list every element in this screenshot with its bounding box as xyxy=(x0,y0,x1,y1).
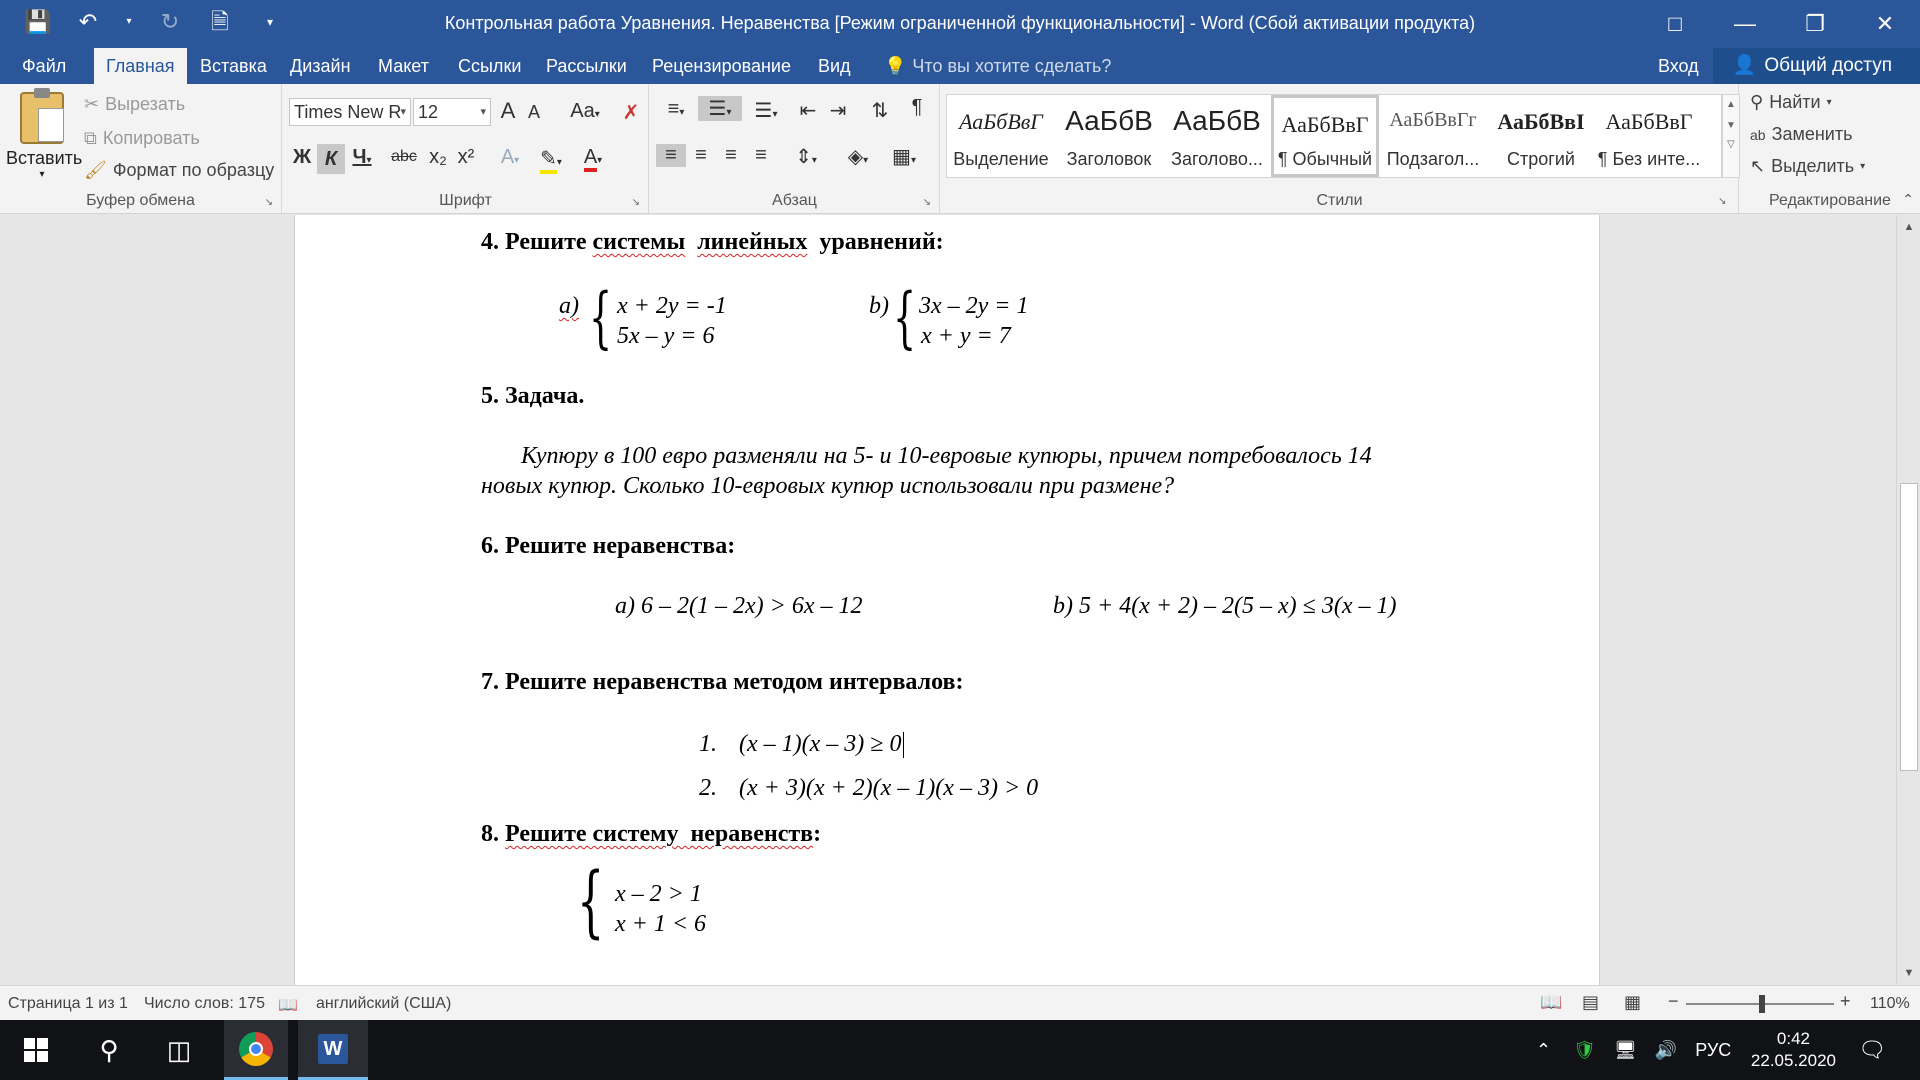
task4-heading-part: 4. Решите xyxy=(481,229,593,255)
task8-heading-part: 8. xyxy=(481,821,505,847)
scrollbar-thumb[interactable] xyxy=(1900,483,1918,771)
style-name: Подзагол... xyxy=(1386,149,1480,169)
styles-gallery xyxy=(946,94,1722,178)
lightbulb-icon: 💡 xyxy=(884,56,907,76)
cursor-icon: ↖ xyxy=(1750,156,1766,176)
task8-heading-part: : xyxy=(813,821,822,847)
ribbon-home xyxy=(0,84,1920,214)
more-styles-icon[interactable]: ▽ xyxy=(1727,139,1735,150)
zoom-in-icon[interactable]: + xyxy=(1840,991,1851,1011)
style-subtitle[interactable] xyxy=(1379,95,1487,177)
tab-view[interactable]: Вид xyxy=(818,56,851,76)
chevron-down-icon: ▾ xyxy=(400,106,406,118)
share-button[interactable] xyxy=(1713,48,1920,84)
tab-mailings[interactable]: Рассылки xyxy=(546,56,627,76)
system-tray xyxy=(1536,1020,1731,1080)
task4-b-label: b) xyxy=(869,293,889,319)
justify-icon[interactable]: ≡ xyxy=(755,144,767,166)
style-no-spacing[interactable] xyxy=(1595,95,1703,177)
align-right-icon[interactable]: ≡ xyxy=(725,144,737,166)
window-controls xyxy=(1640,0,1920,48)
scroll-up-icon[interactable]: ▲ xyxy=(1903,221,1915,233)
font-name-combobox[interactable] xyxy=(289,98,411,126)
read-mode-icon[interactable]: 📖 xyxy=(1540,992,1563,1012)
tell-me-placeholder: Что вы хотите сделать? xyxy=(912,56,1112,76)
underline-label: Ч xyxy=(352,146,367,168)
undo-dropdown-icon[interactable]: ▾ xyxy=(126,16,132,27)
highlight-color-icon[interactable]: ✎▾ xyxy=(533,146,569,171)
tab-insert[interactable]: Вставка xyxy=(200,56,267,76)
style-preview: АаБбВвГг xyxy=(1389,109,1477,131)
minimize-button[interactable]: — xyxy=(1734,11,1756,36)
ribbon-display-options-icon[interactable]: □ xyxy=(1668,11,1682,36)
subscript-button[interactable] xyxy=(425,146,451,169)
customize-qat-icon[interactable]: ▾ xyxy=(266,15,274,29)
text-cursor xyxy=(903,732,904,758)
chevron-down-icon: ▾ xyxy=(480,106,486,118)
task5-text-line2: новых купюр. Сколько 10-евровых купюр использовали при размене? xyxy=(481,473,1175,499)
styles-group-label: Стили xyxy=(1316,192,1363,209)
close-button[interactable]: ✕ xyxy=(1875,11,1895,36)
chevron-down-icon: ▾ xyxy=(1860,161,1866,172)
cut-label: Вырезать xyxy=(105,94,186,114)
superscript-button[interactable] xyxy=(453,146,479,169)
document-area[interactable] xyxy=(0,215,1896,985)
search-icon: ⚲ xyxy=(1750,92,1764,112)
ribbon-tabs xyxy=(0,48,1920,84)
decrease-indent-icon[interactable]: ⇤ xyxy=(799,100,817,122)
tab-file[interactable]: Файл xyxy=(22,56,67,76)
task6-a: а) 6 – 2(1 – 2x) > 6x – 12 xyxy=(615,593,863,619)
system-brace: { xyxy=(577,857,605,947)
align-left-icon[interactable]: ≡ xyxy=(656,144,686,167)
shrink-font-label: A xyxy=(527,102,540,122)
task8-heading xyxy=(481,821,821,848)
new-document-icon[interactable]: 🗎 xyxy=(211,9,229,34)
collapse-ribbon-icon[interactable]: ⌃ xyxy=(1902,191,1914,207)
chevron-down-icon: ▾ xyxy=(366,155,372,166)
style-strong[interactable] xyxy=(1487,95,1595,177)
task4-heading-part: уравнений: xyxy=(807,229,944,255)
save-icon[interactable]: 💾 xyxy=(24,9,52,34)
copy-icon: ⧉ xyxy=(84,128,97,148)
clipboard-group-label: Буфер обмена xyxy=(86,192,195,209)
task4-heading-part xyxy=(685,229,697,255)
font-size-combobox[interactable] xyxy=(413,98,491,126)
document-page[interactable] xyxy=(294,215,1600,985)
task4-b-eq2: x + y = 7 xyxy=(921,323,1011,349)
style-heading2[interactable] xyxy=(1163,95,1271,177)
start-button[interactable] xyxy=(12,1020,60,1080)
select-label: Выделить xyxy=(1771,156,1855,176)
web-layout-icon[interactable]: ▦ xyxy=(1624,992,1642,1012)
sign-in-link[interactable]: Вход xyxy=(1657,56,1699,76)
paragraph-group-label: Абзац xyxy=(772,192,817,209)
redo-icon[interactable]: ↻ xyxy=(160,9,180,34)
network-icon[interactable]: 🖥 xyxy=(1613,1039,1637,1060)
tab-references[interactable]: Ссылки xyxy=(458,56,522,76)
show-formatting-marks-icon[interactable]: ¶ xyxy=(911,96,923,118)
restore-button[interactable]: ❐ xyxy=(1805,11,1825,36)
find-label: Найти xyxy=(1769,92,1821,112)
task4-b-eq1: 3x – 2y = 1 xyxy=(919,293,1029,319)
task6-b: b) 5 + 4(x + 2) – 2(5 – x) ≤ 3(x – 1) xyxy=(1053,593,1397,619)
style-name: ¶ Обычный xyxy=(1277,149,1373,169)
person-icon: 👤 xyxy=(1732,55,1757,76)
system-brace: { xyxy=(589,279,613,356)
system-clock[interactable] xyxy=(1751,1028,1836,1072)
show-hidden-icons-icon[interactable]: ⌃ xyxy=(1536,1039,1552,1060)
clear-formatting-icon[interactable]: ✗ xyxy=(622,102,640,124)
subscript-label: x₂ xyxy=(429,146,447,168)
system-brace: { xyxy=(893,279,917,356)
align-center-icon[interactable]: ≡ xyxy=(695,144,707,166)
task4-a-label: a) xyxy=(559,293,579,319)
text-effects-icon[interactable]: A▾ xyxy=(500,146,520,168)
task7-eq1 xyxy=(739,731,904,758)
style-preview: АаБбВ xyxy=(1065,105,1153,136)
editing-group-label: Редактирование xyxy=(1769,192,1891,209)
task8-heading-part: Решите систему неравенств xyxy=(505,821,814,847)
editing-group xyxy=(1740,84,1920,214)
undo-icon[interactable]: ↶ xyxy=(78,9,98,34)
tab-review[interactable]: Рецензирование xyxy=(652,56,791,76)
page-count[interactable]: Страница 1 из 1 xyxy=(8,995,128,1012)
font-color-icon[interactable]: A▾ xyxy=(575,146,611,169)
chevron-up-icon[interactable]: ▲ xyxy=(1726,99,1736,110)
style-preview: АаБбВ xyxy=(1173,105,1261,136)
input-language[interactable]: РУС xyxy=(1695,1039,1732,1060)
paintbrush-icon: 🖌 xyxy=(84,160,107,180)
copy-button[interactable] xyxy=(84,128,200,149)
change-case-label: Aa xyxy=(570,100,595,122)
italic-label: К xyxy=(324,148,338,170)
tab-home[interactable]: Главная xyxy=(94,48,187,84)
format-painter-label: Формат по образцу xyxy=(112,160,275,180)
chrome-icon xyxy=(239,1032,273,1066)
task5-heading: 5. Задача. xyxy=(481,383,585,409)
task7-heading: 7. Решите неравенства методом интервалов: xyxy=(481,669,964,695)
task8-eq1: x – 2 > 1 xyxy=(615,881,702,907)
zoom-out-icon[interactable]: − xyxy=(1668,991,1679,1011)
tab-design[interactable]: Дизайн xyxy=(290,56,351,76)
style-preview: АаБбВвГ xyxy=(1281,112,1369,137)
word-icon: W xyxy=(318,1034,348,1064)
replace-label: Заменить xyxy=(1771,124,1853,144)
style-emphasis[interactable] xyxy=(947,95,1055,177)
style-preview: АаБбВвI xyxy=(1497,109,1585,134)
italic-button[interactable] xyxy=(317,144,345,174)
volume-icon[interactable]: 🔊 xyxy=(1654,1039,1678,1060)
shading-icon[interactable]: ◈▾ xyxy=(847,146,869,168)
notifications-icon[interactable]: 🗨 xyxy=(1858,1037,1886,1062)
zoom-level[interactable]: 110% xyxy=(1870,995,1910,1012)
task4-a-eq1: x + 2y = -1 xyxy=(617,293,727,319)
word-taskbar-icon[interactable] xyxy=(298,1020,368,1080)
dialog-launcher-icon[interactable]: ↘ xyxy=(264,197,273,208)
replace-button[interactable] xyxy=(1750,124,1852,145)
underline-button[interactable] xyxy=(347,146,377,169)
strikethrough-button[interactable] xyxy=(387,148,421,166)
change-case-button[interactable] xyxy=(563,100,607,123)
dialog-launcher-icon[interactable]: ↘ xyxy=(922,197,931,208)
bullets-icon[interactable]: ≡▾ xyxy=(667,98,685,120)
task5-text-line1: Купюру в 100 евро разменяли на 5- и 10-евровые купюры, причем потребовалось 14 xyxy=(521,443,1372,469)
bold-label: Ж xyxy=(292,146,312,168)
select-button[interactable] xyxy=(1750,156,1865,177)
windows-logo-icon xyxy=(24,1038,48,1062)
task4-a-eq2: 5x – y = 6 xyxy=(617,323,715,349)
task4-heading xyxy=(481,229,944,256)
title-bar xyxy=(0,0,1920,48)
replace-icon: ab xyxy=(1750,126,1766,143)
font-group-label: Шрифт xyxy=(439,192,492,209)
dialog-launcher-icon[interactable]: ↘ xyxy=(1718,196,1727,207)
font-size-value: 12 xyxy=(418,102,439,122)
style-preview: АаБбВвГ xyxy=(1605,109,1693,134)
paste-dropdown-icon[interactable]: ▾ xyxy=(39,169,45,180)
task8-eq2: x + 1 < 6 xyxy=(615,911,707,937)
style-name: Выделение xyxy=(953,149,1049,169)
style-name: Заголовок xyxy=(1066,149,1152,169)
zoom-slider-thumb[interactable] xyxy=(1759,995,1765,1013)
search-icon[interactable]: ⚲ xyxy=(99,1034,119,1065)
paste-button[interactable] xyxy=(6,92,83,180)
format-painter-button[interactable] xyxy=(84,160,274,181)
status-bar xyxy=(0,985,1920,1020)
task7-eq1-text: (x – 1)(x – 3) ≥ 0 xyxy=(739,731,902,757)
task7-num2: 2. xyxy=(699,775,717,801)
line-spacing-icon[interactable]: ⇕▾ xyxy=(795,146,817,168)
window-title: Контрольная работа Уравнения. Неравенства [Режим ограниченной функциональности] - Word (Сбой активации продукта) xyxy=(444,13,1476,33)
styles-gallery-scroll[interactable] xyxy=(1722,94,1740,178)
clock-date: 22.05.2020 xyxy=(1750,1051,1836,1070)
grow-font-button[interactable] xyxy=(495,98,521,124)
chevron-down-icon: ▾ xyxy=(594,109,600,120)
scissors-icon: ✂ xyxy=(84,94,100,114)
defender-shield-icon[interactable]: 🛡 xyxy=(1573,1039,1596,1060)
style-preview: АаБбВвГ xyxy=(959,109,1043,134)
chrome-taskbar-icon[interactable] xyxy=(224,1020,288,1080)
grow-font-label: A xyxy=(500,98,516,123)
task7-num1: 1. xyxy=(699,731,717,757)
style-normal[interactable] xyxy=(1271,95,1379,177)
shrink-font-button[interactable] xyxy=(521,102,547,123)
tab-layout[interactable]: Макет xyxy=(378,56,429,76)
chevron-down-icon: ▾ xyxy=(1826,97,1832,108)
style-name: Строгий xyxy=(1507,149,1575,169)
style-name: ¶ Без инте... xyxy=(1597,149,1701,169)
share-label: Общий доступ xyxy=(1764,55,1892,76)
task-view-icon[interactable]: ◫ xyxy=(166,1034,192,1065)
chevron-down-icon[interactable]: ▼ xyxy=(1726,120,1736,131)
scroll-down-icon[interactable]: ▼ xyxy=(1903,967,1915,979)
font-name-value: Times New R xyxy=(294,102,402,122)
vertical-scrollbar[interactable] xyxy=(1896,215,1920,985)
task7-eq2: (x + 3)(x + 2)(x – 1)(x – 3) > 0 xyxy=(739,775,1039,801)
sort-icon[interactable]: ⇅ xyxy=(871,100,889,122)
borders-icon[interactable]: ▦▾ xyxy=(892,146,916,168)
paragraph-group xyxy=(650,84,940,214)
paste-label: Вставить xyxy=(6,148,83,168)
tell-me-box[interactable] xyxy=(872,48,1123,84)
dialog-launcher-icon[interactable]: ↘ xyxy=(631,197,640,208)
proofing-icon[interactable]: 📖 xyxy=(278,997,298,1014)
task4-heading-part: системы xyxy=(592,229,686,255)
clipboard-icon xyxy=(20,92,64,144)
task4-heading-part: линейных xyxy=(697,229,808,255)
style-name: Заголово... xyxy=(1171,149,1263,169)
task6-heading: 6. Решите неравенства: xyxy=(481,533,736,559)
superscript-label: x² xyxy=(457,146,475,168)
clock-time: 0:42 xyxy=(1776,1029,1810,1048)
copy-label: Копировать xyxy=(102,128,200,148)
numbering-icon[interactable]: ☰▾ xyxy=(698,96,742,121)
bold-button[interactable] xyxy=(289,146,315,169)
style-heading1[interactable] xyxy=(1055,95,1163,177)
language-indicator[interactable]: английский (США) xyxy=(316,995,452,1012)
increase-indent-icon[interactable]: ⇥ xyxy=(829,100,847,122)
word-count[interactable]: Число слов: 175 xyxy=(144,995,265,1012)
multilevel-list-icon[interactable]: ☰▾ xyxy=(754,100,778,122)
cut-button[interactable] xyxy=(84,94,185,115)
strikethrough-label: abc xyxy=(391,148,417,165)
find-button[interactable] xyxy=(1750,92,1832,113)
windows-taskbar xyxy=(0,1020,1920,1080)
print-layout-icon[interactable]: ▤ xyxy=(1582,992,1600,1012)
font-group xyxy=(283,84,649,214)
clipboard-group xyxy=(0,84,282,214)
